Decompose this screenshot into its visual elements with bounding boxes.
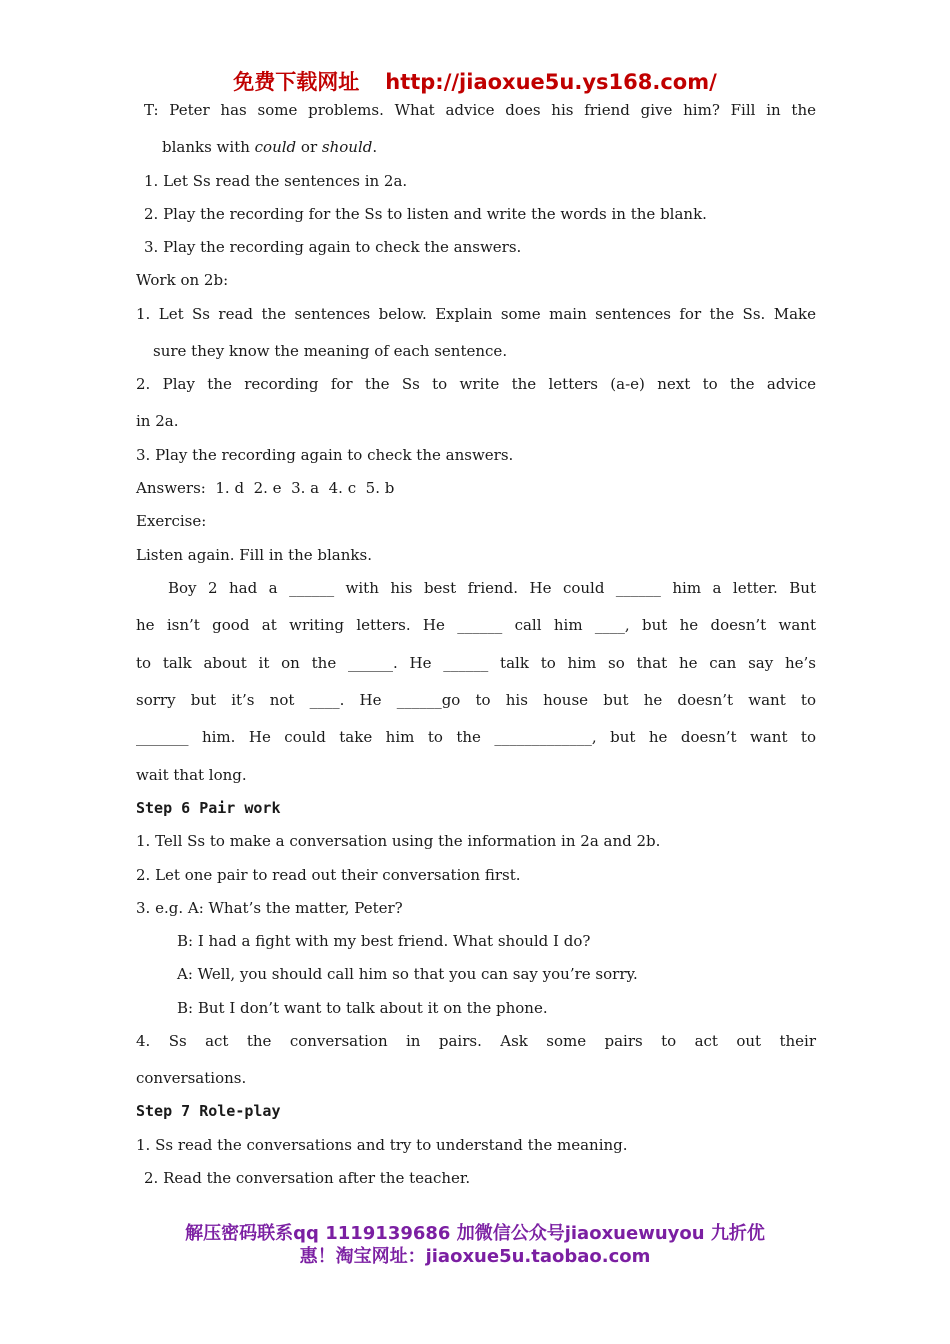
text-line: Exercise: [136, 512, 207, 530]
text-line: sorry but it’s not ____. He ______go to his house but he doesn’t want to [136, 691, 816, 709]
text-line: B: But I don’t want to talk about it on the phone. [177, 999, 548, 1017]
text-line: A: Well, you should call him so that you can say you’re sorry. [177, 965, 638, 983]
text-line: 1. Let Ss read the sentences in 2a. [144, 172, 408, 190]
text-line: 1. Tell Ss to make a conversation using the information in 2a and 2b. [136, 832, 661, 850]
section-heading: Step 7 Role-play [136, 1102, 281, 1120]
text-line: to talk about it on the ______. He ______ talk to him so that he can say he’s [136, 654, 816, 672]
text-line: wait that long. [136, 766, 247, 784]
header-title: 免费下载网址 [233, 70, 360, 94]
footer-line-2[interactable]: 惠！淘宝网址：jiaoxue5u.taobao.com [299, 1246, 651, 1267]
header-url[interactable]: http://jiaoxue5u.ys168.com/ [385, 70, 717, 94]
text-line: Work on 2b: [136, 271, 229, 289]
word-should: should [321, 138, 373, 156]
text-line: 3. Play the recording again to check the answers. [136, 446, 514, 464]
footer-line-1: 解压密码联系qq 1119139686 加微信公众号jiaoxuewuyou 九折优 [185, 1223, 765, 1244]
text-line: Listen again. Fill in the blanks. [136, 546, 372, 564]
text-line: Boy 2 had a ______ with his best friend. He could ______ him a letter. But [168, 579, 816, 597]
text-line: _______ him. He could take him to the _____________, but he doesn’t want to [136, 728, 816, 746]
text-line: 2. Play the recording for the Ss to write the letters (a-e) next to the advice [136, 375, 816, 393]
text-line: 3. e.g. A: What’s the matter, Peter? [136, 899, 403, 917]
text-line: 2. Let one pair to read out their conversation first. [136, 866, 521, 884]
text-line: conversations. [136, 1069, 247, 1087]
text-line: blanks with could or should. [162, 138, 378, 156]
text-line: 1. Ss read the conversations and try to understand the meaning. [136, 1136, 628, 1154]
text-line: he isn’t good at writing letters. He ______ call him ____, but he doesn’t want [136, 616, 816, 634]
text-line: in 2a. [136, 412, 179, 430]
text-line: Answers: 1. d 2. e 3. a 4. c 5. b [136, 479, 395, 497]
text-line: 2. Play the recording for the Ss to listen and write the words in the blank. [144, 205, 707, 223]
text-line: 4. Ss act the conversation in pairs. Ask some pairs to act out their [136, 1032, 816, 1050]
section-heading: Step 6 Pair work [136, 799, 281, 817]
text-line: sure they know the meaning of each sentence. [153, 342, 508, 360]
text-line: 1. Let Ss read the sentences below. Explain some main sentences for the Ss. Make [136, 305, 816, 323]
text-line: 3. Play the recording again to check the answers. [144, 238, 522, 256]
word-could: could [254, 138, 297, 156]
text-line: B: I had a fight with my best friend. What should I do? [177, 932, 591, 950]
text-line: 2. Read the conversation after the teacher. [144, 1169, 471, 1187]
page-header [0, 66, 950, 96]
text-line: T: Peter has some problems. What advice does his friend give him? Fill in the [144, 101, 816, 119]
